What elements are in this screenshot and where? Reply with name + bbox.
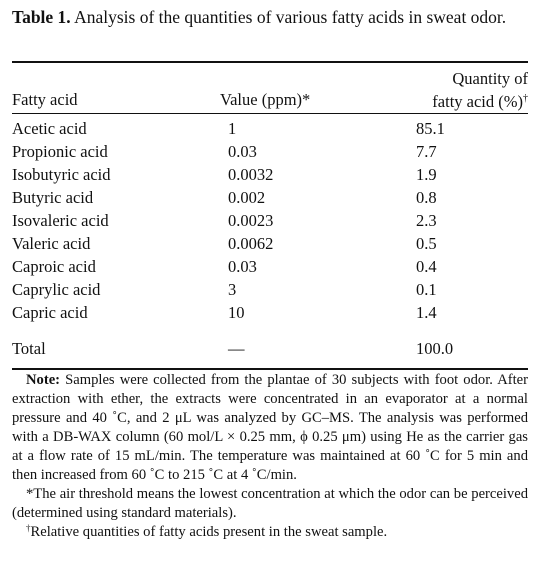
header-value: Value (ppm)* — [220, 90, 311, 109]
note-paragraph — [12, 371, 528, 485]
table-row — [0, 119, 540, 142]
cell-total-quantity: 100.0 — [416, 339, 454, 358]
table-row — [0, 303, 540, 326]
cell-fatty-acid: Valeric acid — [12, 234, 91, 253]
table-caption — [12, 6, 528, 29]
cell-value: 0.0023 — [228, 211, 274, 230]
cell-value: 0.03 — [228, 257, 257, 276]
cell-fatty-acid: Propionic acid — [12, 142, 108, 161]
table-row — [0, 234, 540, 257]
cell-fatty-acid: Acetic acid — [12, 119, 87, 138]
cell-value: 3 — [228, 280, 237, 299]
header-rule — [12, 113, 528, 114]
table-row — [0, 188, 540, 211]
cell-value: 0.0062 — [228, 234, 274, 253]
bottom-rule — [12, 368, 528, 370]
dagger-footnote — [12, 523, 528, 542]
caption-text: Analysis of the quantities of various fatty acids in sweat odor. — [70, 7, 507, 27]
cell-fatty-acid: Caproic acid — [12, 257, 96, 276]
cell-quantity: 7.7 — [416, 142, 437, 161]
table-row — [0, 280, 540, 303]
cell-quantity: 0.4 — [416, 257, 437, 276]
header-quantity-line2: fatty acid (%)† — [432, 92, 528, 111]
table-row — [0, 142, 540, 165]
cell-fatty-acid: Isovaleric acid — [12, 211, 109, 230]
caption-label: Table 1. — [12, 7, 71, 27]
dagger-mark: † — [523, 93, 528, 104]
table-row — [0, 211, 540, 234]
cell-total-label: Total — [12, 339, 46, 358]
header-quantity-line1: Quantity of — [452, 69, 528, 88]
note-label: Note: — [26, 372, 61, 388]
footnote-dagger-mark: † — [26, 523, 31, 533]
cell-fatty-acid: Butyric acid — [12, 188, 94, 207]
cell-quantity: 0.5 — [416, 234, 437, 253]
cell-quantity: 1.4 — [416, 303, 437, 322]
cell-quantity: 0.8 — [416, 188, 437, 207]
cell-quantity: 1.9 — [416, 165, 437, 184]
top-rule — [12, 61, 528, 63]
table-row — [0, 257, 540, 280]
cell-quantity: 85.1 — [416, 119, 445, 138]
note-text: Samples were collected from the plantae of 30 subjects with foot odor. After extraction with ether, the extracts were concentrated in an evaporator at a normal pressure and 40 ˚C, and 2 μL was analyzed by GC–MS. The analysis was performed with a DB-WAX column (60 mol/L × 0.25 mm, ϕ 0.25 μm) using He as the carrier gas at a flow rate of 15 mL/min. The temperature was maintained at 60 ˚C for 5 min and then increased from 60 ˚C to 215 ˚C at 4 ˚C/min. — [12, 372, 528, 483]
cell-value: 10 — [228, 303, 245, 322]
header-quantity — [388, 67, 528, 113]
cell-value: 0.002 — [228, 188, 266, 207]
table-footnotes — [12, 371, 528, 542]
star-footnote: *The air threshold means the lowest concentration at which the odor can be perceived (determined using standard materials). — [12, 486, 528, 521]
cell-fatty-acid: Caprylic acid — [12, 280, 101, 299]
cell-value: 0.0032 — [228, 165, 274, 184]
cell-total-value: — — [228, 339, 245, 358]
cell-quantity: 2.3 — [416, 211, 437, 230]
cell-value: 0.03 — [228, 142, 257, 161]
table-row — [0, 165, 540, 188]
table-row-total — [0, 339, 540, 362]
cell-quantity: 0.1 — [416, 280, 437, 299]
dagger-footnote-text: Relative quantities of fatty acids present in the sweat sample. — [30, 524, 388, 540]
cell-fatty-acid: Capric acid — [12, 303, 88, 322]
header-fatty-acid: Fatty acid — [12, 90, 78, 109]
cell-value: 1 — [228, 119, 237, 138]
cell-fatty-acid: Isobutyric acid — [12, 165, 111, 184]
